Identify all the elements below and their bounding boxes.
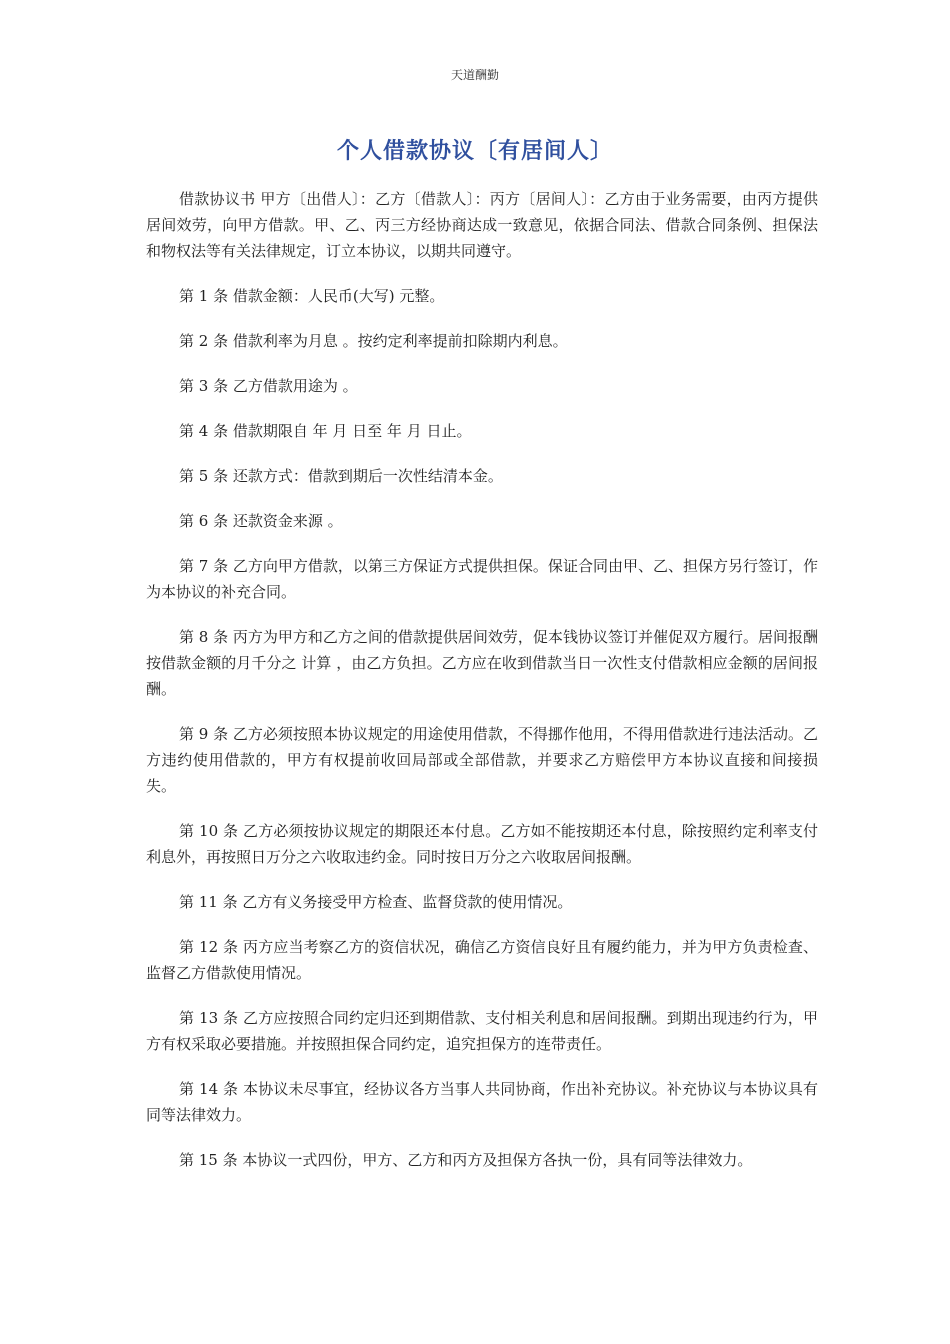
article-10: 第 10 条 乙方必须按协议规定的期限还本付息。乙方如不能按期还本付息，除按照约定利率支付利息外，再按照日万分之六收取违约金。同时按日万分之六收取居间报酬。 xyxy=(146,822,818,866)
article-3: 第 3 条 乙方借款用途为 。 xyxy=(179,377,358,395)
article-2: 第 2 条 借款利率为月息 。按约定利率提前扣除期内利息。 xyxy=(179,332,568,350)
article-11: 第 11 条 乙方有义务接受甲方检查、监督贷款的使用情况。 xyxy=(179,893,573,911)
article-9: 第 9 条 乙方必须按照本协议规定的用途使用借款，不得挪作他用，不得用借款进行违法活动。乙方违约使用借款的，甲方有权提前收回局部或全部借款，并要求乙方赔偿甲方本协议直接和间接损失。 xyxy=(146,725,818,795)
article-6: 第 6 条 还款资金来源 。 xyxy=(179,512,343,530)
article-15: 第 15 条 本协议一式四份，甲方、乙方和丙方及担保方各执一份，具有同等法律效力。 xyxy=(179,1151,753,1169)
article-14: 第 14 条 本协议未尽事宜，经协议各方当事人共同协商，作出补充协议。补充协议与本协议具有同等法律效力。 xyxy=(146,1080,818,1124)
document-body xyxy=(146,186,818,1192)
article-13: 第 13 条 乙方应按照合同约定归还到期借款、支付相关利息和居间报酬。到期出现违约行为，甲方有权采取必要措施。并按照担保合同约定，追究担保方的连带责任。 xyxy=(146,1009,818,1053)
page-header: 天道酬勤 xyxy=(450,68,499,82)
article-12: 第 12 条 丙方应当考察乙方的资信状况，确信乙方资信良好且有履约能力，并为甲方负责检查、监督乙方借款使用情况。 xyxy=(146,938,818,982)
article-5: 第 5 条 还款方式：借款到期后一次性结清本金。 xyxy=(179,467,503,485)
article-8: 第 8 条 丙方为甲方和乙方之间的借款提供居间效劳，促本钱协议签订并催促双方履行。居间报酬按借款金额的月千分之 计算 ，由乙方负担。乙方应在收到借款当日一次性支付借款相应金额的居间报酬。 xyxy=(146,628,818,698)
article-4: 第 4 条 借款期限自 年 月 日至 年 月 日止。 xyxy=(179,422,472,440)
intro-paragraph: 借款协议书 甲方〔出借人〕：乙方〔借款人〕：丙方〔居间人〕：乙方由于业务需要，由丙方提供居间效劳，向甲方借款。甲、乙、丙三方经协商达成一致意见，依据合同法、借款合同条例、担保法和物权法等有关法律规定，订立本协议，以期共同遵守。 xyxy=(146,190,818,260)
article-7: 第 7 条 乙方向甲方借款，以第三方保证方式提供担保。保证合同由甲、乙、担保方另行签订，作为本协议的补充合同。 xyxy=(146,557,818,601)
document-title: 个人借款协议〔有居间人〕 xyxy=(336,139,613,164)
article-1: 第 1 条 借款金额：人民币(大写) 元整。 xyxy=(179,287,445,305)
